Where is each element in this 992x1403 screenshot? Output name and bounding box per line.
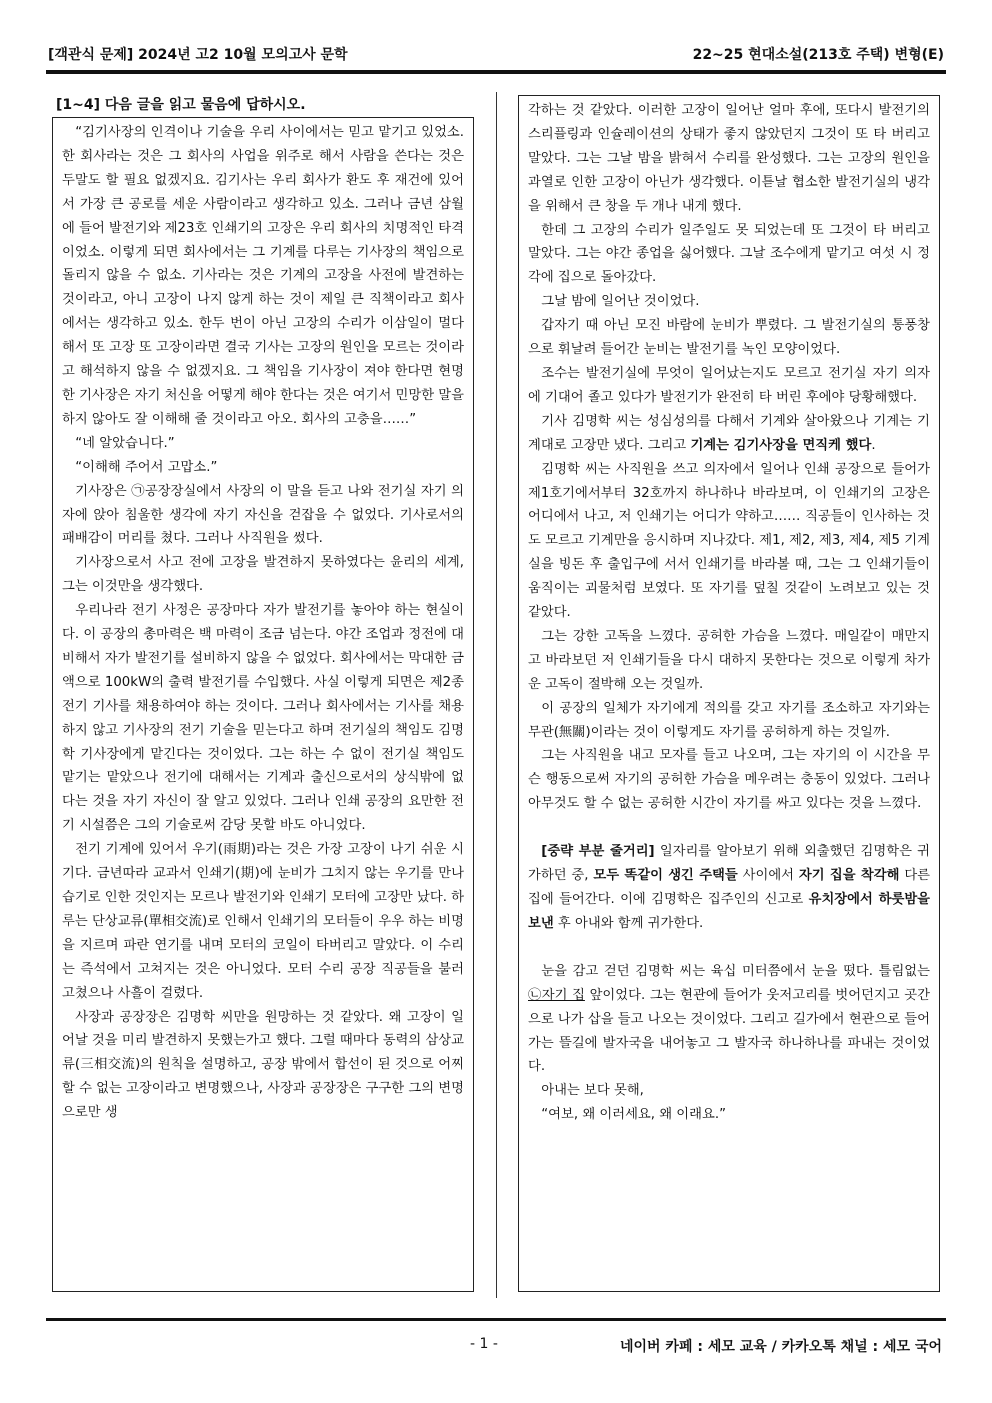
passage-paragraph: 우리나라 전기 사정은 공장마다 자가 발전기를 놓아야 하는 현실이다. 이 공장의 총마력은 백 마력이 조금 넘는다. 야간 조업과 정전에 대비해서 자가 발전기를 설비하지 않을 수 없었다. 회사에서는 막대한 금액으로 100kW의 출력 발전기를 수입했다. 사실 이렇게 되면은 제2종 전기 기사를 채용하여야 하는 것이다. 그러나 회사에서는 기사를 채용하지 않고 기사장의 전기 기술을 믿는다고 하며 전기실의 책임도 김명학 기사장에게 맡긴다는 것이었다. 그는 하는 수 없이 전기실 책임도 맡기는 맡았으나 전기에 대해서는 기계과 출신으로서의 상식밖에 없다는 것을 자기 자신이 잘 알고 있었다. 그러나 인쇄 공장의 요만한 전기 시설쯤은 그의 기술로써 감당 못할 바도 아니었다.	[62, 603, 464, 834]
passage-paragraph: 그는 사직원을 내고 모자를 들고 나오며, 그는 자기의 이 시간을 무슨 행동으로써 자기의 공허한 가슴을 메우려는 충동이 있었다. 그러나 아무것도 할 수 없는 공허한 시간이 자기를 싸고 있다는 것을 느꼈다.	[528, 748, 930, 812]
passage-paragraph: 이 공장의 일체가 자기에게 적의를 갖고 자기를 조소하고 자기와는 무관(無關)이라는 것이 이렇게도 자기를 공허하게 하는 것일까.	[528, 700, 930, 740]
passage-paragraph: “네 알았습니다.”	[75, 435, 175, 451]
passage-paragraph: 조수는 발전기실에 무엇이 일어났는지도 모르고 전기실 자기 의자에 기대어 졸고 있다가 발전기가 완전히 타 버린 후에야 당황해했다.	[528, 365, 930, 405]
header-right-title: 22~25 현대소설(213호 주택) 변형(E)	[692, 47, 944, 63]
text-run: 사이에서	[737, 868, 799, 884]
passage-paragraph: 아내는 보다 못해,	[541, 1083, 644, 1099]
passage-paragraph: 그날 밤에 일어난 것이었다.	[541, 294, 700, 310]
passage-paragraph: “김기사장의 인격이나 기술을 우리 사이에서는 믿고 맡기고 있었소. 한 회사라는 것은 그 회사의 사업을 위주로 해서 사람을 쓴다는 것은 두말도 할 필요 없겠지요. 김기사는 우리 회사가 환도 후 재건에 있어서 가장 큰 공로를 세운 사람이라고 생각하고 있소. 그러나 금년 삼월에 들어 발전기와 제23호 인쇄기의 고장은 우리 회사의 치명적인 타격이었소. 이렇게 되면 회사에서는 그 기계를 다루는 기사장의 책임으로 돌리지 않을 수 없소. 기사라는 것은 기계의 고장을 사전에 발견하는 것이라고, 아니 고장이 나지 않게 하는 것이 제일 큰 직책이라고 회사에서는 생각하고 있소. 한두 번이 아닌 고장의 수리가 이삼일이 멀다 해서 또 고장 또 고장이라면 결국 기사는 고장의 원인을 모르는 것이라고 해석하지 않을 수 없겠지요. 그 책임을 기사장이 져야 한다면 현명한 기사장은 자기 처신을 어떻게 해야 한다는 것은 여기서 민망한 말을 하지 않아도 잘 이해해 줄 것이라고 아오. 회사의 고충을……”	[62, 125, 464, 427]
footer-channel-text: 네이버 카페 : 세모 교육 / 카카오톡 채널 : 세모 국어	[619, 1339, 942, 1355]
passage-paragraph: 갑자기 때 아닌 모진 바람에 눈비가 뿌렸다. 그 발전기실의 통풍창으로 휘날려 들어간 눈비는 발전기를 녹인 모양이었다.	[528, 318, 930, 358]
text-run: 눈을 감고 걷던 김명학 씨는 육십 미터쯤에서 눈을 떴다. 틀림없는	[541, 963, 930, 979]
passage-paragraph: “여보, 왜 이러세요, 왜 이래요.”	[541, 1107, 726, 1123]
passage-box-right	[518, 95, 940, 1292]
text-run: 일자리를 알아보기 위해 외출했던 김명학은 귀가하던 중,	[528, 844, 931, 884]
passage-paragraph	[528, 410, 930, 458]
bold-phrase: 모두 똑같이 생긴 주택들	[593, 868, 738, 884]
footer-divider	[46, 1318, 946, 1321]
passage-paragraph: 전기 기계에 있어서 우기(雨期)라는 것은 가장 고장이 나기 쉬운 시기다. 금년따라 교과서 인쇄기(期)에 눈비가 그치지 않는 우기를 만나 습기로 인한 것인지는 모르나 발전기와 인쇄기 모터에 고장만 났다. 하루는 단상교류(單相交流)로 인해서 인쇄기의 모터들이 우우 하는 비명을 지르며 파란 연기를 내며 모터의 코일이 타버리고 말았다. 이 수리는 즉석에서 고쳐지는 것은 아니었다. 모터 수리 공장 직공들을 불러 고쳤으나 사흘이 걸렸다.	[62, 842, 464, 1001]
passage-box-left	[52, 117, 474, 1292]
passage-paragraph: 기사장으로서 사고 전에 고장을 발견하지 못하였다는 윤리의 세계, 그는 이것만을 생각했다.	[62, 555, 464, 595]
text-run: 다른 집에 들어간다. 이에 김명학은 집주인의 신고로	[528, 868, 931, 907]
text-run: 기사 김명학 씨는 성심성의를 다해서 기계와 살아왔으나 기계는 기계대로 고장만 냈다. 그리고	[528, 413, 930, 453]
passage-paragraph: 기사장은 ㉠공장장실에서 사장의 이 말을 듣고 나와 전기실 자기 의자에 앉아 침울한 생각에 자기 자신을 걷잡을 수 없었다. 기사로서의 패배감이 머리를 쳤다. 그러나 사직원을 썼다.	[62, 483, 464, 547]
passage-paragraph: 김명학 씨는 사직원을 쓰고 의자에서 일어나 인쇄 공장으로 들어가 제1호기에서부터 32호까지 하나하나 바라보며, 이 인쇄기의 고장은 어디에서 나고, 저 인쇄기는 어디가 약하고…… 직공들이 인사하는 것도 모르고 기계만을 응시하며 지나갔다. 제1, 제2, 제3, 제4, 제5 기계실을 빙돈 후 출입구에 서서 인쇄기를 바라볼 때, 그는 그 인쇄기들이 움직이는 괴물처럼 보였다. 또 자기를 덮칠 것같이 노려보고 있는 것 같았다.	[528, 461, 930, 621]
page-header	[48, 44, 944, 68]
passage-paragraph: 각하는 것 같았다. 이러한 고장이 일어난 얼마 후에, 또다시 발전기의 스리플링과 인슐레이션의 상태가 좋지 않았던지 그것이 또 타 버리고 말았다. 그는 그날 밤을 밝혀서 수리를 완성했다. 그는 고장의 원인을 과열로 인한 고장이 아닌가 생각했다. 이튿날 협소한 발전기실의 냉각을 위해서 큰 창을 두 개나 내게 했다.	[528, 103, 930, 214]
summary-label: [중략 부분 줄거리]	[541, 844, 655, 860]
plot-summary	[528, 840, 930, 936]
underlined-phrase: ㉡자기 집	[528, 987, 585, 1003]
passage-paragraph: 그는 강한 고독을 느꼈다. 공허한 가슴을 느꼈다. 매일같이 매만지고 바라보던 저 인쇄기들을 다시 대하지 못한다는 것으로 이렇게 차가운 고독이 절박해 오는 것일까.	[528, 628, 930, 692]
bold-phrase: 자기 집을 착각해	[798, 868, 900, 884]
passage-paragraph: “이해해 주어서 고맙소.”	[75, 459, 218, 475]
text-run: 후 아내와 함께 귀가한다.	[553, 915, 704, 931]
column-divider	[496, 92, 497, 1298]
passage-paragraph: 한데 그 고장의 수리가 일주일도 못 되었는데 또 그것이 타 버리고 말았다. 그는 야간 종업을 싫어했다. 그날 조수에게 맡기고 여섯 시 정각에 집으로 돌아갔다.	[528, 222, 930, 286]
passage-paragraph: 사장과 공장장은 김명학 씨만을 원망하는 것 같았다. 왜 고장이 일어날 것을 미리 발견하지 못했는가고 했다. 그럴 때마다 동력의 삼상교류(三相交流)의 원칙을 설명하고, 공장 밖에서 합선이 된 것으로 어찌할 수 없는 고장이라고 변명했으나, 사장과 공장장은 구구한 그의 변명으로만 생	[62, 1009, 464, 1121]
question-title: [1~4] 다음 글을 읽고 물음에 답하시오.	[56, 97, 306, 113]
bold-phrase: 기계는 김기사장을 면직케 했다	[690, 437, 872, 453]
header-divider	[46, 70, 946, 74]
passage-paragraph	[528, 960, 930, 1080]
text-run: 앞이었다. 그는 현관에 들어가 웃저고리를 벗어던지고 곳간으로 나가 삽을 들고 나오는 것이었다. 그리고 길가에서 현관으로 들어가는 뜰길에 발자국을 내어놓고 그 발자국 하나하나를 파내는 것이었다.	[528, 987, 930, 1075]
page-number: - 1 -	[470, 1336, 498, 1352]
header-left-title: [객관식 문제] 2024년 고2 10월 모의고사 문학	[48, 47, 348, 63]
bold-phrase: 유치장에서 하룻밤을 보낸	[528, 892, 931, 931]
text-run: .	[871, 437, 876, 453]
